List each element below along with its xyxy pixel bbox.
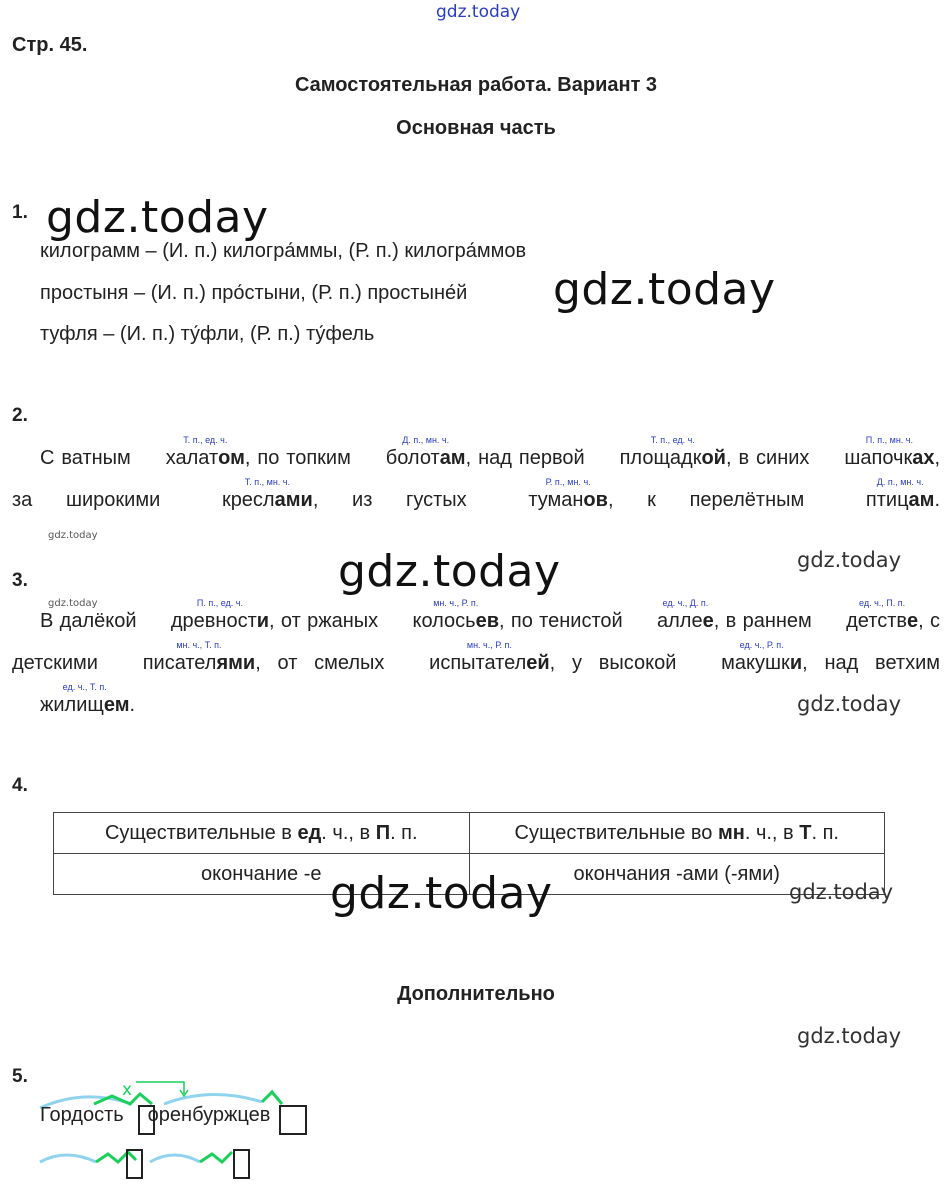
- task-5-phrase: [40, 1104, 270, 1127]
- case-number-tag: Д. п., мн. ч.: [876, 477, 924, 487]
- watermark: gdz.today: [48, 598, 98, 609]
- watermark: gdz.today: [338, 546, 561, 597]
- annotated-noun: [194, 479, 313, 521]
- noun-ending: ей: [526, 652, 550, 674]
- noun-ending: ев: [475, 610, 499, 632]
- phrase-word: Гордость: [40, 1104, 124, 1126]
- noun-ending: ах: [912, 447, 935, 469]
- phrase-word: оренбуржц: [147, 1104, 249, 1126]
- table-cell: окончание -е: [54, 854, 470, 895]
- noun-ending: и: [789, 652, 803, 674]
- watermark: gdz.today: [553, 264, 776, 315]
- phrase-word-ending: ев: [248, 1104, 271, 1126]
- root-arc: [164, 1094, 262, 1104]
- task-3-number: 3.: [12, 570, 28, 591]
- link-mark: х: [122, 1080, 133, 1100]
- watermark: gdz.today: [330, 868, 553, 919]
- annotated-noun: [358, 437, 466, 479]
- table-cell: окончания -ами (-ями): [469, 854, 885, 895]
- dependency-arrow: [136, 1082, 184, 1094]
- watermark: gdz.today: [789, 880, 894, 904]
- watermark: gdz.today: [48, 530, 98, 541]
- case-number-tag: Т. п., ед. ч.: [183, 435, 228, 445]
- task-1-line: туфля – (И. п.) ту́фли, (Р. п.) ту́фель: [40, 323, 375, 345]
- noun-ending: ами: [274, 489, 313, 511]
- ending-box: [280, 1106, 306, 1134]
- case-number-tag: Т. п., мн. ч.: [244, 477, 290, 487]
- watermark: gdz.today: [797, 1024, 902, 1048]
- table-header-cell: Существительные в ед. ч., в П. п.: [54, 813, 470, 854]
- task-1-line: простыня – (И. п.) про́стыни, (Р. п.) простыне́й: [40, 282, 468, 304]
- noun-stem: кресл: [221, 489, 275, 511]
- task-4-number: 4.: [12, 775, 28, 796]
- main-part-title: Основная часть: [396, 117, 556, 139]
- annotated-noun: [138, 437, 245, 479]
- case-number-tag: Д. п., мн. ч.: [402, 435, 450, 445]
- annotated-noun: [500, 479, 608, 521]
- case-number-tag: П. п., ед. ч.: [196, 598, 243, 608]
- noun-stem: халат: [165, 447, 219, 469]
- annotated-noun: [12, 684, 130, 726]
- noun-ending: ам: [439, 447, 466, 469]
- noun-stem: жилищ: [40, 694, 104, 716]
- task-5-number: 5.: [12, 1066, 28, 1087]
- phrase-parse-diagram: [36, 1074, 336, 1184]
- noun-stem: древност: [170, 610, 257, 632]
- noun-ending: ями: [216, 652, 256, 674]
- annotated-noun: [816, 437, 934, 479]
- top-watermark: gdz.today: [436, 2, 521, 22]
- noun-stem: шапочк: [844, 447, 913, 469]
- noun-stem: испытател: [429, 652, 527, 674]
- annotated-noun: [693, 642, 802, 684]
- case-number-tag: Т. п., ед. ч.: [650, 435, 695, 445]
- suffix-mark: [200, 1152, 232, 1162]
- root-arc: [150, 1155, 200, 1162]
- noun-stem: детств: [846, 610, 907, 632]
- annotated-noun: [115, 642, 256, 684]
- case-number-tag: ед. ч., П. п.: [859, 598, 906, 608]
- noun-ending: е: [702, 610, 714, 632]
- watermark: gdz.today: [797, 692, 902, 716]
- watermark: gdz.today: [46, 192, 269, 243]
- case-number-tag: мн. ч., Т. п.: [176, 640, 222, 650]
- case-number-tag: ед. ч., Т. п.: [62, 682, 107, 692]
- noun-ending: е: [906, 610, 919, 632]
- noun-ending: ам: [908, 489, 935, 511]
- noun-ending: ов: [583, 489, 608, 511]
- watermark: gdz.today: [797, 548, 902, 572]
- case-number-tag: П. п., мн. ч.: [865, 435, 914, 445]
- task-1-number: 1.: [12, 202, 28, 223]
- case-number-tag: ед. ч., Д. п.: [662, 598, 709, 608]
- task-3-paragraph: В далёкой П. п., ед. ч. древности, от ржаных мн. ч., Р. п. колосьев, по тенистой ед. ч., Д. п. аллее, в раннем ед. ч., П. п. детстве, с детскими мн. ч., Т. п. писателями, от смелых мн. ч., Р. п. испытателей, у высокой ед. ч., Р. п. макушки, над ветхим ед. ч., Т. п. жилищем.: [12, 600, 940, 726]
- noun-ending: ом: [218, 447, 245, 469]
- noun-stem: болот: [385, 447, 440, 469]
- task-2-paragraph: С ватным Т. п., ед. ч. халатом, по топким Д. п., мн. ч. болотам, над первой Т. п., ед. ч. площадкой, в синих П. п., мн. ч. шапочках, за широкими Т. п., мн. ч. креслами, из густых Р. п., мн. ч. туманов, к перелётным Д. п., мн. ч. птицам.: [12, 437, 940, 521]
- noun-ending: ой: [701, 447, 726, 469]
- case-number-tag: Р. п., мн. ч.: [545, 477, 591, 487]
- extra-part-title: Дополнительно: [397, 983, 555, 1005]
- page-label: Стр. 45.: [12, 34, 88, 56]
- noun-stem: алле: [657, 610, 703, 632]
- noun-stem: птиц: [865, 489, 909, 511]
- noun-ending: и: [256, 610, 270, 632]
- task-1-line: килограмм – (И. п.) килогра́ммы, (Р. п.) килогра́ммов: [40, 240, 527, 262]
- annotated-noun: [384, 600, 499, 642]
- case-number-tag: ед. ч., Р. п.: [739, 640, 784, 650]
- case-number-tag: мн. ч., Р. п.: [433, 598, 479, 608]
- noun-stem: площадк: [619, 447, 702, 469]
- case-number-tag: мн. ч., Р. п.: [466, 640, 512, 650]
- task-2-number: 2.: [12, 405, 28, 426]
- table-header-row: [54, 813, 885, 854]
- noun-stem: писател: [142, 652, 217, 674]
- work-title: Самостоятельная работа. Вариант 3: [294, 74, 658, 96]
- noun-stem: туман: [528, 489, 584, 511]
- suffix-mark: [96, 1152, 136, 1162]
- root-arc: [40, 1155, 96, 1162]
- noun-stem: колось: [412, 610, 476, 632]
- annotated-noun: [401, 642, 549, 684]
- suffix-mark: [262, 1092, 282, 1104]
- noun-stem: макушк: [721, 652, 790, 674]
- annotated-noun: [838, 479, 935, 521]
- annotated-noun: [592, 437, 726, 479]
- ending-box: [234, 1150, 249, 1178]
- annotated-noun: [818, 600, 918, 642]
- annotated-noun: [629, 600, 714, 642]
- noun-ending: ем: [103, 694, 130, 716]
- annotated-noun: [143, 600, 269, 642]
- table-header-cell: Существительные во мн. ч., в Т. п.: [469, 813, 885, 854]
